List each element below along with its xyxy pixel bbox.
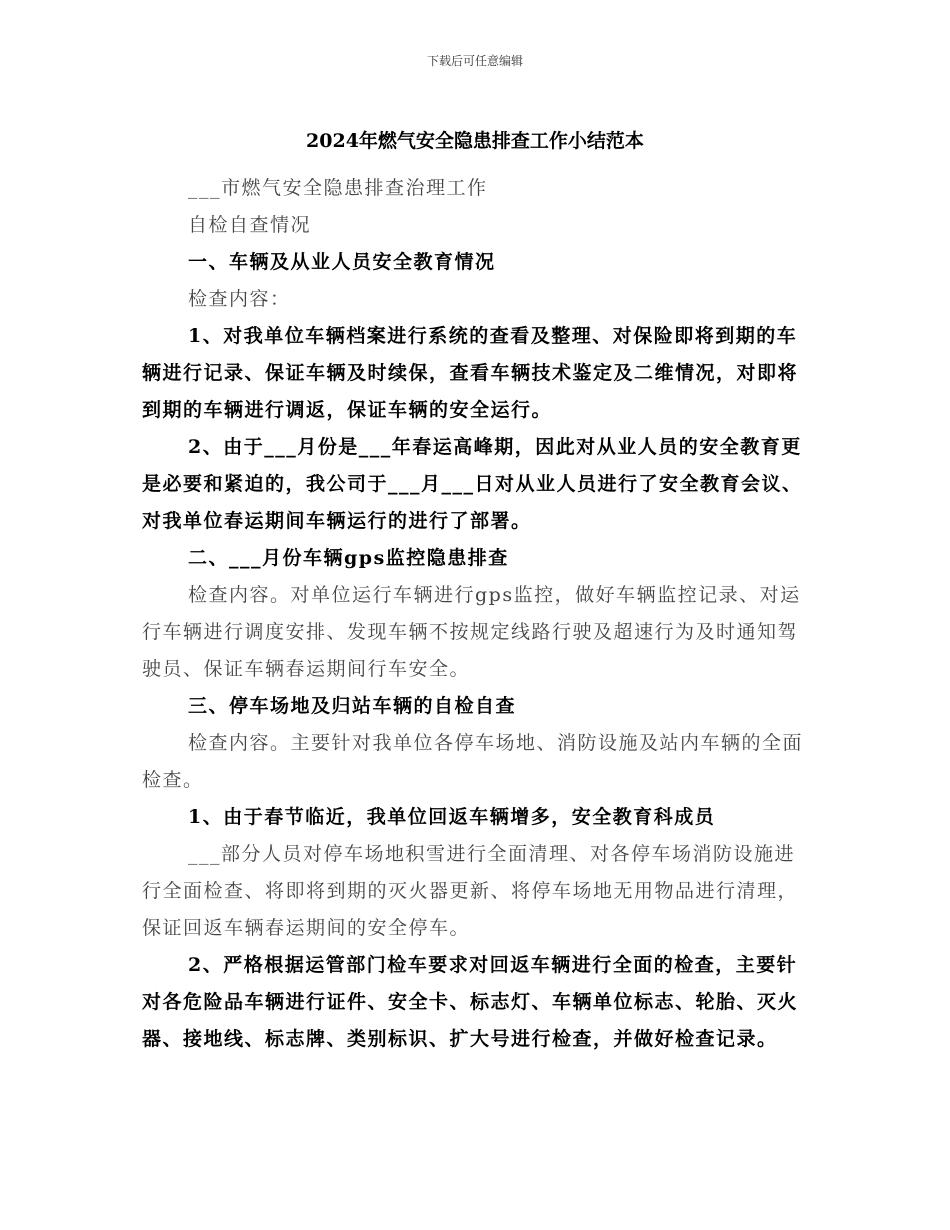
paragraph: 检查内容： [188,288,291,310]
section-heading: 二、___月份车辆gps监控隐患排查 [188,547,509,569]
paragraph: 检查内容。主要针对我单位各停车场地、消防设施及站内车辆的全面检查。 [142,732,804,791]
paragraph: 2、严格根据运管部门检车要求对回返车辆进行全面的检查，主要针对各危险品车辆进行证件、安全卡、标志灯、车辆单位标志、轮胎、灭火器、接地线、标志牌、类别标识、扩大号进行检查，并做好检查记录。 [142,954,799,1050]
paragraph: 检查内容。对单位运行车辆进行gps监控，做好车辆监控记录、对运行车辆进行调度安排、发现车辆不按规定线路行驶及超速行为及时通知驾驶员、保证车辆春运期间行车安全。 [142,584,801,680]
paragraph: 1、由于春节临近，我单位回返车辆增多，安全教育科成员 [188,806,716,828]
section-heading: 三、停车场地及归站车辆的自检自查 [188,695,517,717]
document-body [142,170,814,1058]
section-heading: 一、车辆及从业人员安全教育情况 [188,251,496,273]
paragraph: 1、对我单位车辆档案进行系统的查看及整理、对保险即将到期的车辆进行记录、保证车辆及时续保，查看车辆技术鉴定及二维情况，对即将到期的车辆进行调返，保证车辆的安全运行。 [142,325,799,421]
document-title: 2024年燃气安全隐患排查工作小结范本 [306,130,644,152]
paragraph: ___部分人员对停车场地积雪进行全面清理、对各停车场消防设施进行全面检查、将即将到期的灭火器更新、将停车场地无用物品进行清理，保证回返车辆春运期间的安全停车。 [142,843,799,939]
paragraph: ___市燃气安全隐患排查治理工作 [188,177,488,199]
page-header-note: 下载后可任意编辑 [426,54,523,68]
paragraph: 自检自查情况 [188,214,312,236]
paragraph: 2、由于___月份是___年春运高峰期，因此对从业人员的安全教育更是必要和紧迫的，我公司于___月___日对从业人员进行了安全教育会议、对我单位春运期间车辆运行的进行了部署。 [142,436,803,532]
